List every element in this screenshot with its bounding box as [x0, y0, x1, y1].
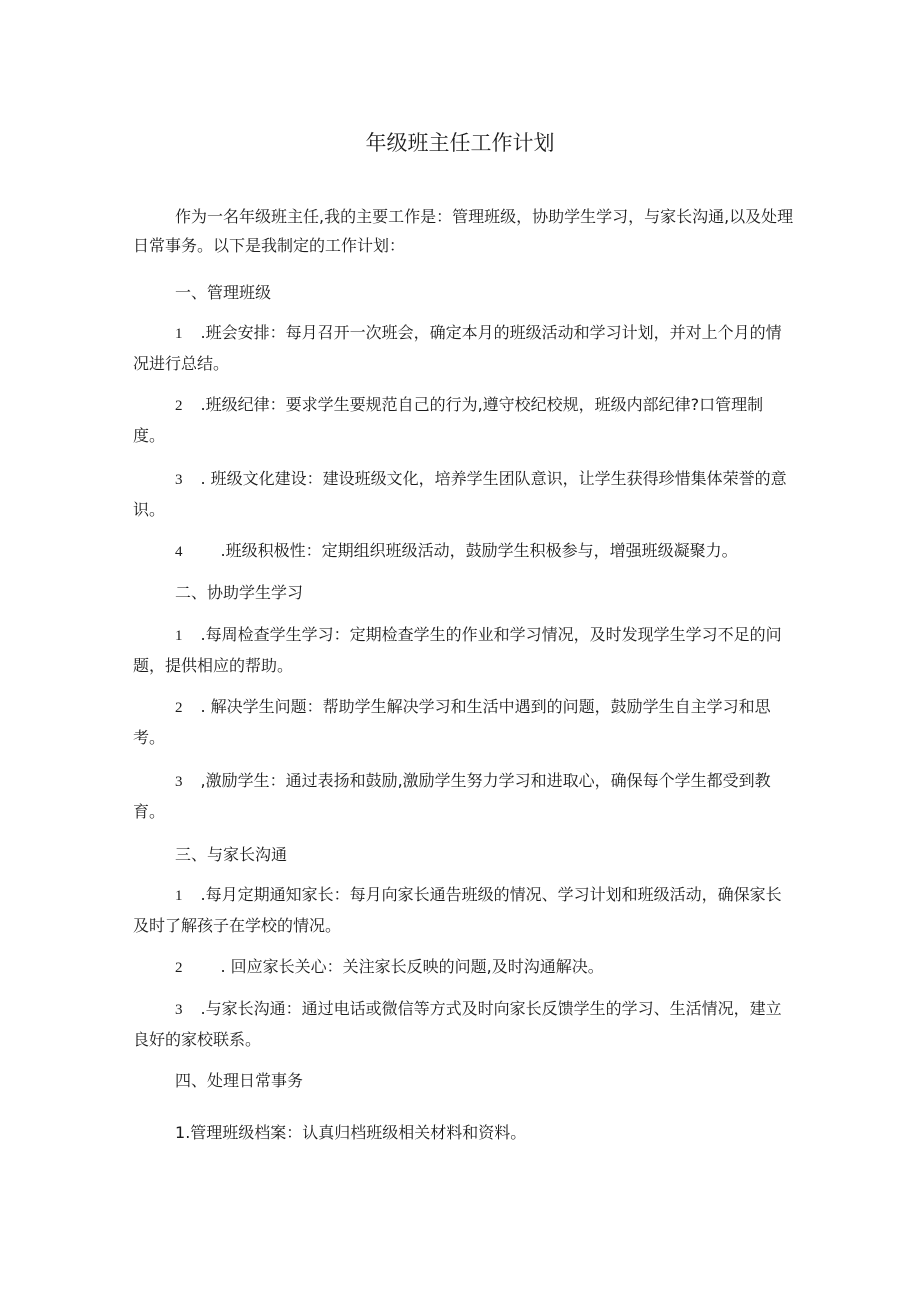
item-number: 2	[175, 700, 183, 716]
item-number: 1	[175, 888, 183, 904]
document-title: 年级班主任工作计划	[365, 131, 555, 155]
item-number: 3	[175, 1002, 183, 1018]
list-item	[133, 318, 795, 378]
item-number: 1	[175, 326, 183, 342]
list-item	[133, 620, 795, 680]
item-number: 3	[175, 774, 183, 790]
item-text: .班级纪律：要求学生要规范自己的行为,遵守校纪校规，班级内部纪律?口管理制度。	[133, 395, 764, 445]
item-number: 4	[175, 544, 183, 560]
list-item	[133, 880, 795, 940]
item-text: . 回应家长关心：关注家长反映的问题,及时沟通解决。	[220, 957, 604, 976]
list-item	[133, 1118, 795, 1147]
item-text: . 班级文化建设：建设班级文化，培养学生团队意识，让学生获得珍惜集体荣誉的意识。	[133, 469, 787, 519]
item-text: . 解决学生问题：帮助学生解决学习和生活中遇到的问题，鼓励学生自主学习和思考。	[133, 697, 771, 747]
list-item	[133, 952, 795, 983]
item-text: .每周检查学生学习：定期检查学生的作业和学习情况，及时发现学生学习不足的问题，提供相应的帮助。	[133, 625, 782, 675]
item-number: 1	[175, 628, 183, 644]
section-heading: 四、处理日常事务	[175, 1071, 304, 1090]
item-number: 1	[175, 1123, 186, 1142]
item-text: .每月定期通知家长：每月向家长通告班级的情况、学习计划和班级活动，确保家长及时了解孩子在学校的情况。	[133, 885, 782, 935]
item-number: 3	[175, 472, 183, 488]
list-item	[133, 692, 795, 752]
list-item	[133, 390, 795, 450]
item-text: ,激励学生：通过表扬和鼓励,激励学生努力学习和进取心，确保每个学生都受到教育。	[133, 771, 771, 821]
list-item	[133, 766, 795, 826]
item-text: .管理班级档案：认真归档班级相关材料和资料。	[185, 1123, 527, 1142]
list-item	[133, 994, 795, 1054]
list-item	[133, 464, 795, 524]
item-number: 2	[175, 960, 183, 976]
section-heading: 二、协助学生学习	[175, 583, 304, 602]
item-text: .班级积极性：定期组织班级活动，鼓励学生积极参与，增强班级凝聚力。	[220, 541, 738, 560]
item-number: 2	[175, 398, 183, 414]
section-heading: 一、管理班级	[175, 283, 272, 302]
item-text: .与家长沟通：通过电话或微信等方式及时向家长反馈学生的学习、生活情况，建立良好的家校联系。	[133, 999, 782, 1049]
list-item	[133, 536, 795, 567]
item-text: .班会安排：每月召开一次班会，确定本月的班级活动和学习计划，并对上个月的情况进行总结。	[133, 323, 782, 373]
intro-paragraph: 作为一名年级班主任,我的主要工作是：管理班级，协助学生学习，与家长沟通,以及处理日常事务。以下是我制定的工作计划：	[133, 207, 794, 255]
section-heading: 三、与家长沟通	[175, 845, 288, 864]
